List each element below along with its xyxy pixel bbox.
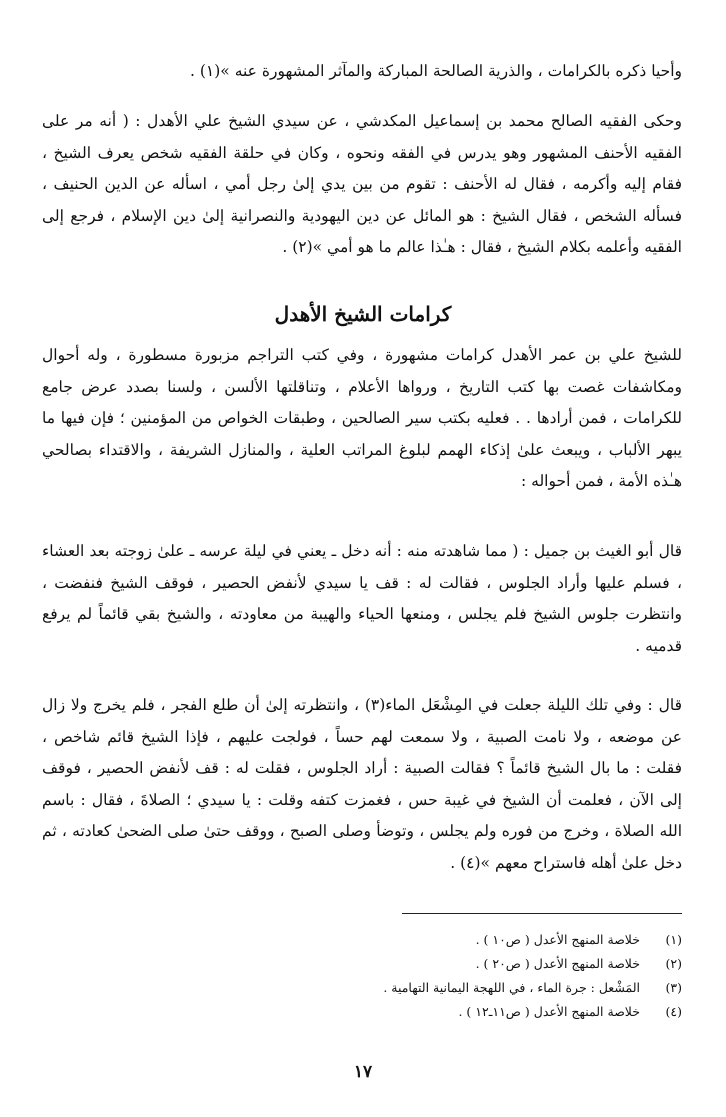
footnote-number: (٣)	[665, 980, 682, 995]
paragraph-text: قال أبو الغيث بن جميل : ( مما شاهدته منه : أنه دخل ـ يعني في ليلة عرسه ـ علىٰ زوجته بعد العشاء ، فسلم عليها وأراد الجلوس ، فقالت له : قف يا سيدي لأنفض الحصير ، فوقف الشيخ فنفضت ، وانتظرت جلوس الشيخ فلم يجلس ، ومنعها الحياء والهيبة من معاودته ، والشيخ بقي قائماً لم يرفع قدميه .	[42, 542, 682, 655]
footnote-number: (٢)	[665, 956, 682, 971]
footnote-item	[42, 952, 682, 976]
paragraph-text: قال : وفي تلك الليلة جعلت في المِشْعَل الماء(٣) ، وانتظرته إلىٰ أن طلع الفجر ، فلم يخرج ولا زال عن موضعه ، ولا نامت الصبية ، ولا سمعت لهم حساً ، فولجت عليهم ، فإذا الشيخ قائم شاخص ، فقلت : ما بال الشيخ قائماً ؟ فقالت الصبية : أراد الجلوس ، فقلت له : قف لأنفض الحصير ، فوقف إلى الآن ، فعلمت أن الشيخ في غيبة حس ، فغمزت كتفه وقلت : يا سيدي ؛ الصلاةَ ، فقال : باسم الله الصلاة ، وخرج من فوره ولم يجلس ، وتوضأ وصلى الصبح ، ووقف حتىٰ صلى الضحىٰ كعادته ، ثم دخل علىٰ أهله فاستراح معهم »(٤) .	[42, 696, 682, 872]
section-heading: كرامات الشيخ الأهدل	[274, 302, 452, 326]
footnote-text: المَشْعل : جرة الماء ، في اللهجة اليمانية التهامية .	[383, 980, 640, 995]
footnote-item	[42, 1000, 682, 1024]
paragraph-text: وأحيا ذكره بالكرامات ، والذرية الصالحة المباركة والمآثر المشهورة عنه »(١) .	[190, 62, 682, 80]
paragraph-story-continued	[42, 690, 682, 879]
footnote-text: خلاصة المنهج الأعدل ( ص٢٠ ) .	[475, 956, 640, 971]
paragraph-makdashi-narration	[42, 106, 682, 264]
paragraph-opening-quote	[42, 56, 682, 88]
paragraph-text: للشيخ علي بن عمر الأهدل كرامات مشهورة ، وفي كتب التراجم مزبورة مسطورة ، وله أحوال ومكاشفات غصت بها كتب التاريخ ، ورواها الأعلام ، وتناقلتها الألسن ، ولسنا بصدد عرض جامع للكرامات ، فمن أرادها . . فعليه بكتب سير الصالحين ، وطبقات الخواص من المؤمنين ؛ فإن فيها ما يبهر الألباب ، ويبعث علىٰ إذكاء الهمم لبلوغ المراتب العلية ، والمنازل الشريفة ، والاقتداء بصالحي هـٰذه الأمة ، فمن أحواله :	[42, 346, 682, 490]
footnotes	[42, 928, 682, 1024]
footnote-text: خلاصة المنهج الأعدل ( ص١٠ ) .	[475, 932, 640, 947]
footnote-item	[42, 976, 682, 1000]
footnote-text: خلاصة المنهج الأعدل ( ص١١ـ١٢ ) .	[458, 1004, 640, 1019]
footnote-item	[42, 928, 682, 952]
paragraph-karamat-intro	[42, 340, 682, 498]
paragraph-text: وحكى الفقيه الصالح محمد بن إسماعيل المكدشي ، عن سيدي الشيخ علي الأهدل : ( أنه مر على الفقيه الأحنف المشهور وهو يدرس في الفقه ونحوه ، وكان في حلقة الفقيه شخص يعرف الشيخ ، فقام إليه وأكرمه ، فقال له الأحنف : تقوم من بين يدي إلىٰ رجل أمي ، اسأله عن الدين الحنيف ، فسأله الشخص ، فقال الشيخ : هو المائل عن دين اليهودية والنصرانية إلىٰ دين الإسلام ، فرجع إلى الفقيه وأعلمه بكلام الشيخ ، فقال : هـٰذا عالم ما هو أمي »(٢) .	[42, 112, 682, 256]
footnote-divider	[402, 913, 682, 914]
page-number: ١٧	[353, 1062, 373, 1082]
footnote-number: (١)	[665, 932, 682, 947]
footnote-number: (٤)	[665, 1004, 682, 1019]
paragraph-abu-ghayth-story	[42, 536, 682, 662]
